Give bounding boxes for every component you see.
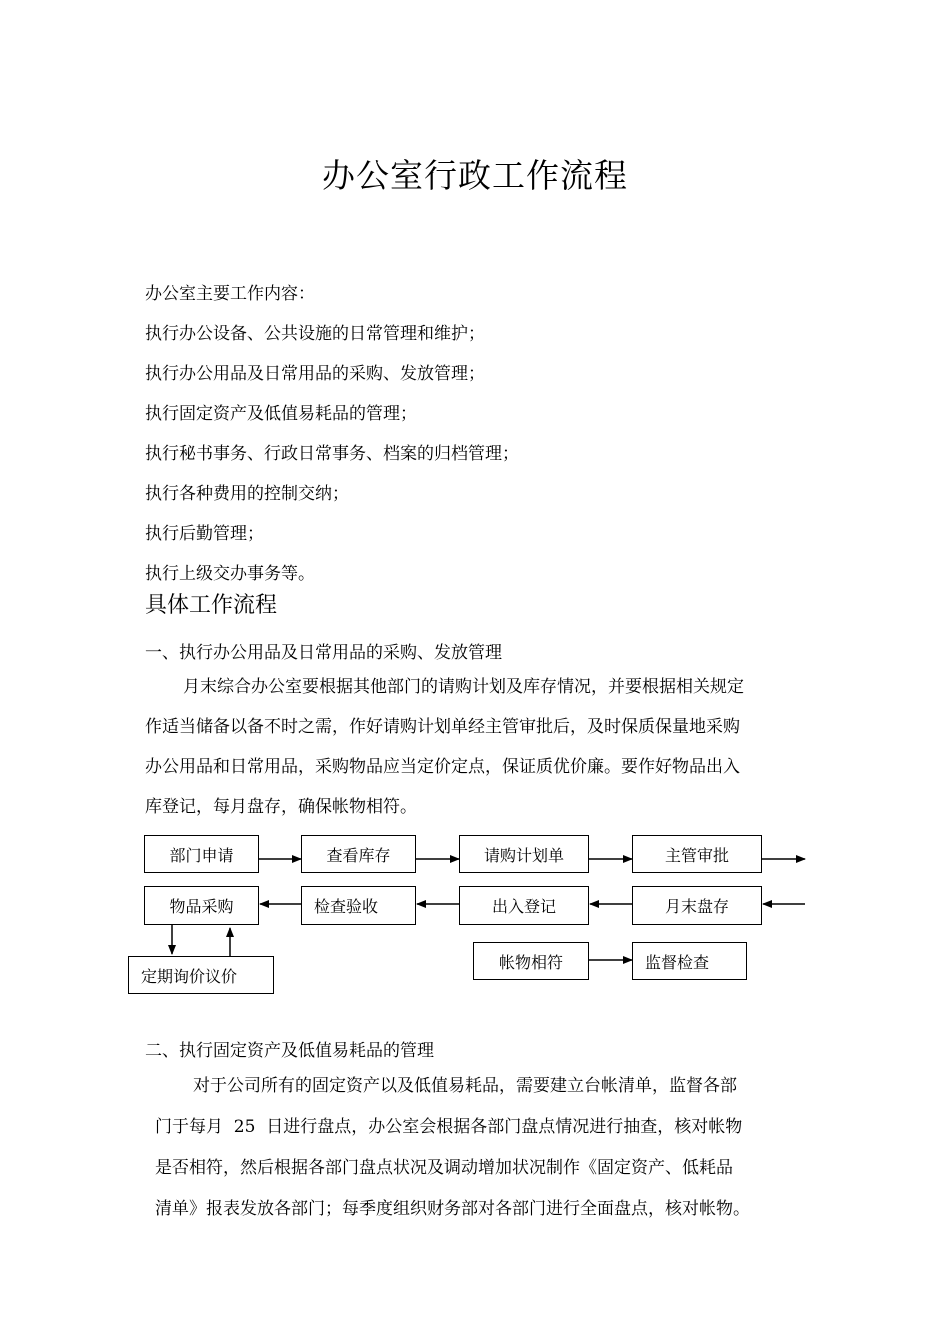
paragraph-line: 库登记，每月盘存，确保帐物相符。 (145, 797, 417, 817)
flow-box-department-request: 部门申请 (144, 835, 259, 873)
paragraph-line: 对于公司所有的固定资产以及低值易耗品，需要建立台帐清单，监督各部 (193, 1076, 737, 1096)
flow-box-periodic-price-inquiry: 定期询价议价 (128, 956, 274, 994)
section2-paragraph (155, 1066, 807, 1230)
paragraph-line: 是否相符，然后根据各部门盘点状况及调动增加状况制作《固定资产、低耗品 (155, 1158, 733, 1178)
section2-heading: 二、执行固定资产及低值易耗品的管理 (145, 1041, 434, 1061)
flow-box-month-end-inventory: 月末盘存 (632, 886, 762, 925)
flow-box-in-out-register: 出入登记 (459, 886, 589, 925)
intro-item: 执行办公用品及日常用品的采购、发放管理； (145, 364, 485, 384)
intro-item: 执行秘书事务、行政日常事务、档案的归档管理； (145, 444, 519, 464)
intro-heading: 办公室主要工作内容： (145, 284, 315, 304)
paragraph-line: 作适当储备以备不时之需，作好请购计划单经主管审批后，及时保质保量地采购 (145, 717, 740, 737)
flow-box-supervision-check: 监督检查 (632, 942, 747, 980)
paragraph-line: 清单》报表发放各部门；每季度组织财务部对各部门进行全面盘点，核对帐物。 (155, 1199, 750, 1219)
section1-heading: 一、执行办公用品及日常用品的采购、发放管理 (145, 643, 502, 663)
page-title: 办公室行政工作流程 (322, 156, 628, 195)
flow-box-purchase-plan: 请购计划单 (459, 835, 589, 873)
paragraph-line: 办公用品和日常用品，采购物品应当定价定点，保证质优价廉。要作好物品出入 (145, 757, 740, 777)
intro-item: 执行办公设备、公共设施的日常管理和维护； (145, 324, 485, 344)
flow-box-inspection: 检查验收 (301, 886, 416, 925)
flow-box-check-stock: 查看库存 (301, 835, 416, 873)
flow-box-accounts-match: 帐物相符 (473, 942, 589, 980)
paragraph-line: 门于每月 25 日进行盘点，办公室会根据各部门盘点情况进行抽查，核对帐物 (155, 1117, 743, 1137)
intro-item: 执行固定资产及低值易耗品的管理； (145, 404, 417, 424)
intro-item: 执行各种费用的控制交纳； (145, 484, 349, 504)
flow-box-item-purchase: 物品采购 (144, 886, 259, 925)
section-heading: 具体工作流程 (145, 593, 278, 618)
paragraph-line: 月末综合办公室要根据其他部门的请购计划及库存情况，并要根据相关规定 (183, 677, 744, 697)
intro-item: 执行上级交办事务等。 (145, 564, 315, 584)
intro-item: 执行后勤管理； (145, 524, 264, 544)
flow-box-supervisor-approval: 主管审批 (632, 835, 762, 873)
